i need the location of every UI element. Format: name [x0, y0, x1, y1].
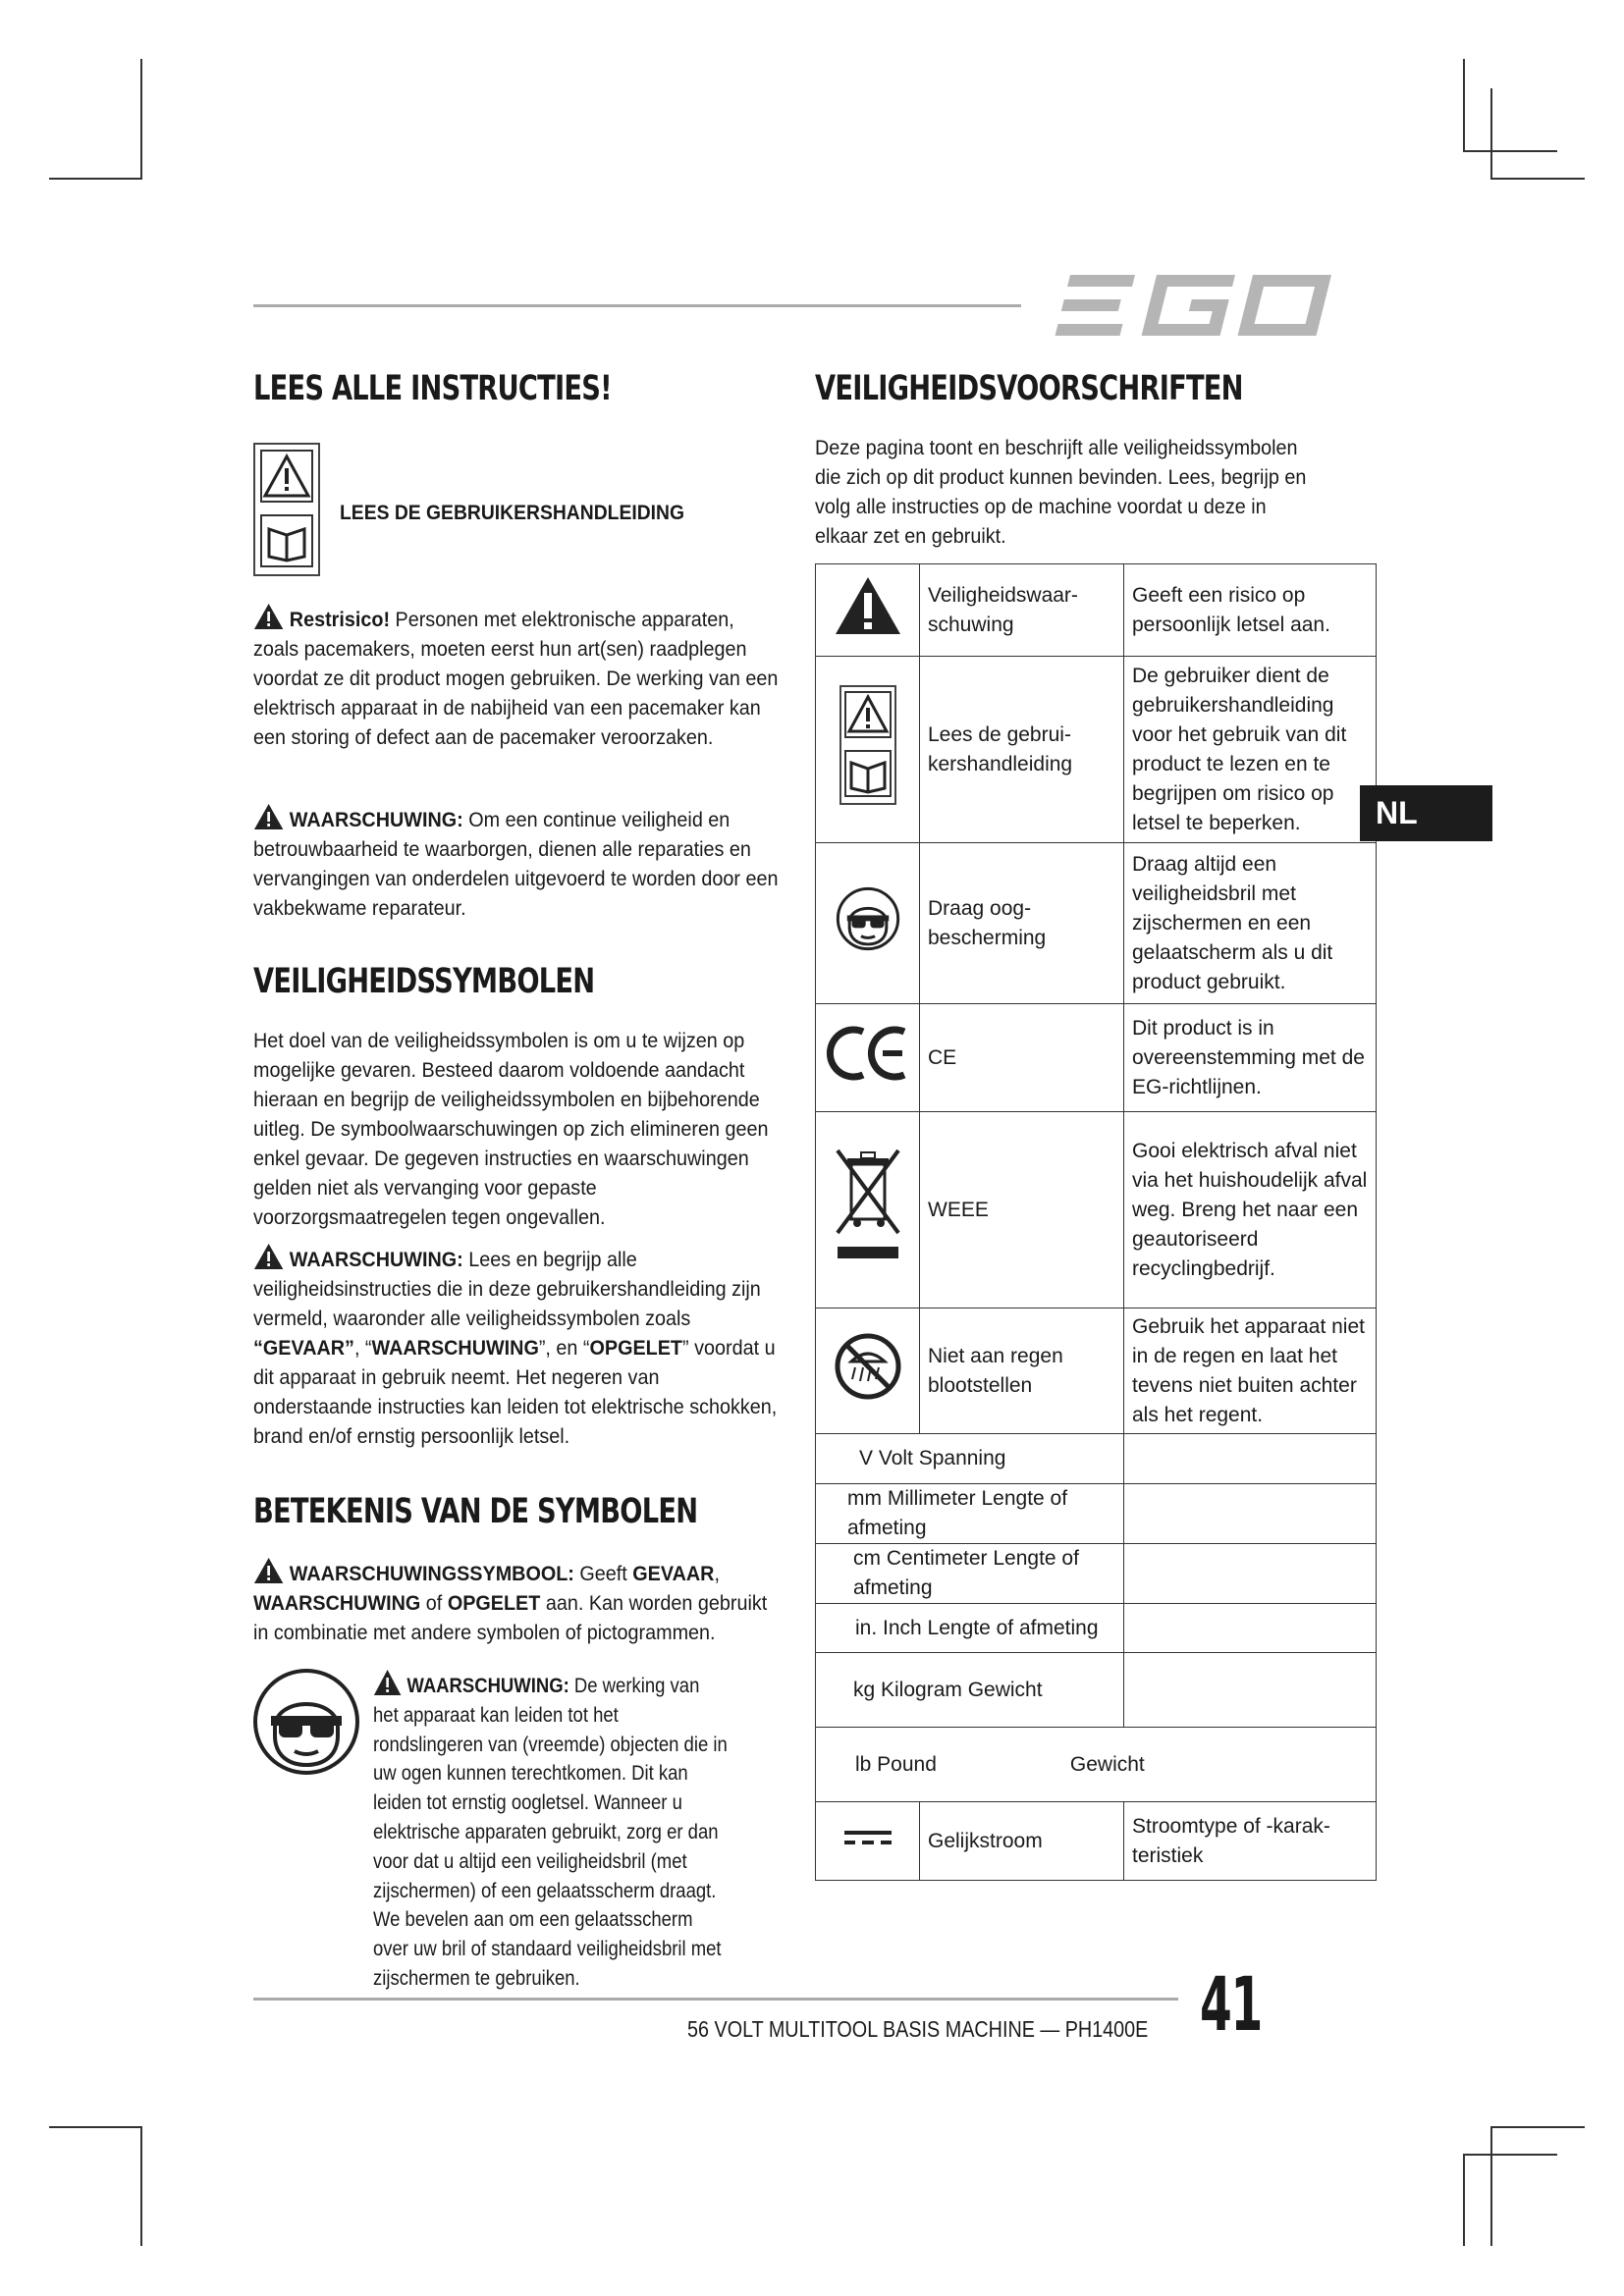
- eye-protection-symbol: [251, 1667, 361, 1782]
- crop-mark: [1490, 88, 1492, 180]
- separator: ”, en “: [538, 1336, 590, 1360]
- warning-title: WAARSCHUWING:: [289, 1248, 463, 1271]
- warning-triangle-icon: [253, 803, 284, 830]
- header-rule: [253, 304, 1021, 307]
- unit-text: in. Inch Lengte of afmeting: [816, 1604, 1124, 1653]
- warning-triangle-icon: [834, 575, 902, 636]
- keyword-opgelet: OPGELET: [589, 1336, 683, 1360]
- unit-row: [816, 1653, 1377, 1728]
- crop-mark: [1490, 2126, 1585, 2128]
- crop-mark: [140, 59, 142, 179]
- unit-text: Gewicht: [1069, 1752, 1145, 1776]
- table-icon-cell: [816, 564, 920, 657]
- text: of: [420, 1591, 448, 1615]
- table-row: [816, 1802, 1377, 1881]
- table-icon-cell: [816, 843, 920, 1004]
- unit-empty-cell: [1124, 1604, 1377, 1653]
- separator: , “: [353, 1336, 372, 1360]
- unit-empty-cell: [1124, 1434, 1377, 1484]
- crop-mark: [1463, 2154, 1465, 2246]
- keyword-opgelet: OPGELET: [447, 1591, 541, 1615]
- table-row: [816, 564, 1377, 657]
- symbol-description: De gebruiker dient de gebruikershandleiding voor het gebruik van dit product te lezen en te begrijpen om risico op letsel te beperken.: [1124, 657, 1377, 843]
- crop-mark: [140, 2126, 142, 2246]
- restrisico-paragraph: [253, 603, 782, 752]
- unit-text: mm Millimeter Lengte of afmeting: [816, 1484, 1124, 1544]
- eye-warning-paragraph: [373, 1669, 728, 1994]
- warning-instructions-paragraph: [253, 1243, 782, 1451]
- symbol-description: Draag altijd een veiligheidsbril met zijschermen en een gelaatscherm als u dit product gebruikt.: [1124, 843, 1377, 1004]
- symbol-name: Lees de gebrui-kershandleiding: [920, 657, 1124, 843]
- warning-triangle-icon: [253, 1243, 284, 1270]
- footer-rule: [253, 1998, 1178, 2001]
- text: Geeft: [573, 1562, 633, 1585]
- table-icon-cell: [816, 1004, 920, 1112]
- unit-row: [816, 1544, 1377, 1604]
- read-manual-icon: [839, 684, 897, 806]
- unit-empty-cell: [1124, 1653, 1377, 1728]
- table-row: [816, 843, 1377, 1004]
- table-row: [816, 657, 1377, 843]
- symbol-name: Draag oog-bescherming: [920, 843, 1124, 1004]
- heading-safety-rules: VEILIGHEIDSVOORSCHRIFTEN: [815, 369, 1243, 408]
- warning-title: WAARSCHUWING:: [289, 808, 463, 831]
- table-row: [816, 1112, 1377, 1308]
- unit-empty-cell: [1124, 1544, 1377, 1604]
- symbols-intro: Het doel van de veiligheidssymbolen is om u te wijzen op mogelijke gevaren. Besteed daarom voldoende aandacht hieraan en begrijp de veiligheidssymbolen en bijbehorende uitleg. De symboolwaarschuwingen op zich elimineren geen enkel gevaar. De gegeven instructies en waarschuwingen gelden niet als vervanging voor gepaste voorzorgsmaatregelen tegen ongevallen.: [253, 1029, 769, 1229]
- unit-row: [816, 1484, 1377, 1544]
- direct-current-icon: [842, 1828, 893, 1847]
- unit-text: V Volt Spanning: [816, 1434, 1124, 1484]
- heading-read-all: LEES ALLE INSTRUCTIES!: [253, 369, 612, 408]
- keyword-waarschuwing: WAARSCHUWING: [253, 1591, 421, 1615]
- symbols-table: [815, 563, 1377, 1881]
- table-icon-cell: [816, 1112, 920, 1308]
- brand-logo: [1049, 275, 1343, 341]
- unit-row-cell: [816, 1728, 1377, 1802]
- restrisico-title: Restrisico!: [289, 608, 391, 631]
- crop-mark: [1463, 150, 1557, 152]
- language-tab: NL: [1360, 785, 1492, 841]
- unit-text: lb Pound: [855, 1752, 937, 1776]
- symbol-description: Gebruik het apparaat niet in de regen en laat het tevens niet buiten achter als het regent.: [1124, 1308, 1377, 1434]
- symbol-description: Stroomtype of -karak-teristiek: [1124, 1802, 1377, 1881]
- symbol-description: Geeft een risico op persoonlijk letsel aan.: [1124, 564, 1377, 657]
- warning-text: ” voordat u dit apparaat in gebruik neemt. Het negeren van onderstaande instructies kan leiden tot elektrische schokken, brand en/of ernstig persoonlijk letsel.: [253, 1336, 778, 1448]
- page-number: 41: [1200, 1960, 1263, 2048]
- weee-bin-icon: [832, 1147, 904, 1264]
- crop-mark: [1463, 59, 1465, 152]
- crop-mark: [1490, 178, 1585, 180]
- warning-text: De werking van het apparaat kan leiden tot het rondslingeren van (vreemde) objecten die in uw ogen kunnen terechtkomen. Dit kan leiden tot ernstig oogletsel. Wanneer u elektrische apparaten gebruikt, zorg er dan voor dat u altijd een veiligheidsbril (met zijschermen) of een gelaatsscherm draagt. We bevelen aan om een gelaatsscherm over uw bril of standaard veiligheidsbril met zijschermen te gebruiken.: [373, 1674, 728, 1990]
- read-manual-icon: [255, 445, 318, 574]
- warning-triangle-icon: [253, 1557, 284, 1584]
- table-icon-cell: [816, 1308, 920, 1434]
- no-rain-icon: [834, 1332, 902, 1401]
- unit-text: kg Kilogram Gewicht: [816, 1653, 1124, 1728]
- table-icon-cell: [816, 1802, 920, 1881]
- symbol-name: Veiligheidswaar-schuwing: [920, 564, 1124, 657]
- keyword-gevaar: GEVAAR: [632, 1562, 715, 1585]
- heading-symbol-meaning: BETEKENIS VAN DE SYMBOLEN: [253, 1492, 698, 1531]
- warning-repairs-paragraph: [253, 803, 782, 923]
- crop-mark: [1463, 2154, 1557, 2156]
- unit-row: [816, 1728, 1377, 1802]
- eye-protection-icon: [836, 886, 900, 951]
- symbol-name: Gelijkstroom: [920, 1802, 1124, 1881]
- eye-protection-icon: [251, 1667, 361, 1777]
- safety-rules-intro: Deze pagina toont en beschrijft alle veiligheidssymbolen die zich op dit product kunnen bevinden. Lees, begrijp en volg alle instructies op de machine voordat u deze in elkaar zet en gebruikt.: [815, 436, 1307, 548]
- unit-empty-cell: [1124, 1484, 1377, 1544]
- unit-row: [816, 1434, 1377, 1484]
- restrisico-text: Personen met elektronische apparaten, zoals pacemakers, moeten eerst hun art(sen) raadplegen voordat ze dit product mogen gebruiken. De werking van een elektrisch apparaat in de nabijheid van een pacemaker kan een storing of defect aan de pacemaker veroorzaken.: [253, 608, 779, 749]
- heading-safety-symbols: VEILIGHEIDSSYMBOLEN: [253, 962, 595, 1001]
- warning-symbol-paragraph: [253, 1557, 782, 1647]
- crop-mark: [1490, 2126, 1492, 2246]
- unit-row: [816, 1604, 1377, 1653]
- crop-mark: [49, 178, 142, 180]
- symbol-description: Dit product is in overeenstemming met de EG-richtlijnen.: [1124, 1004, 1377, 1112]
- unit-text: cm Centimeter Lengte of afmeting: [816, 1544, 1124, 1604]
- symbol-name: CE: [920, 1004, 1124, 1112]
- read-manual-symbol: [253, 443, 320, 576]
- warning-title: WAARSCHUWING:: [406, 1674, 569, 1697]
- symbol-description: Gooi elektrisch afval niet via het huishoudelijk afval weg. Breng het naar een geautoriseerd recyclingbedrijf.: [1124, 1112, 1377, 1308]
- warning-triangle-icon: [253, 603, 284, 630]
- symbol-name: Niet aan regen blootstellen: [920, 1308, 1124, 1434]
- symbol-name: WEEE: [920, 1112, 1124, 1308]
- warning-text: Om een continue veiligheid en betrouwbaarheid te waarborgen, dienen alle reparaties en vervangingen van onderdelen uitgevoerd te worden door een vakbekwame reparateur.: [253, 808, 779, 920]
- symbol-title: WAARSCHUWINGSSYMBOOL:: [289, 1562, 574, 1585]
- table-icon-cell: [816, 657, 920, 843]
- warning-triangle-icon: [373, 1669, 402, 1696]
- ce-mark-icon: [826, 1026, 910, 1081]
- table-row: [816, 1308, 1377, 1434]
- crop-mark: [49, 2126, 142, 2128]
- keyword-waarschuwing: WAARSCHUWING: [371, 1336, 539, 1360]
- warning-text: Lees en begrijp alle veiligheidsinstructies die in deze gebruikershandleiding zijn vermeld, waaronder alle veiligheidssymbolen zoals: [253, 1248, 761, 1330]
- read-manual-label: LEES DE GEBRUIKERSHANDLEIDING: [340, 502, 685, 524]
- ego-logo-icon: [1049, 275, 1343, 336]
- text: ,: [714, 1562, 720, 1585]
- footer-title: 56 VOLT MULTITOOL BASIS MACHINE — PH1400E: [687, 2016, 1149, 2042]
- text: aan. Kan worden gebruikt in combinatie met andere symbolen of pictogrammen.: [253, 1591, 768, 1644]
- table-row: [816, 1004, 1377, 1112]
- keyword-gevaar: “GEVAAR”: [253, 1336, 354, 1360]
